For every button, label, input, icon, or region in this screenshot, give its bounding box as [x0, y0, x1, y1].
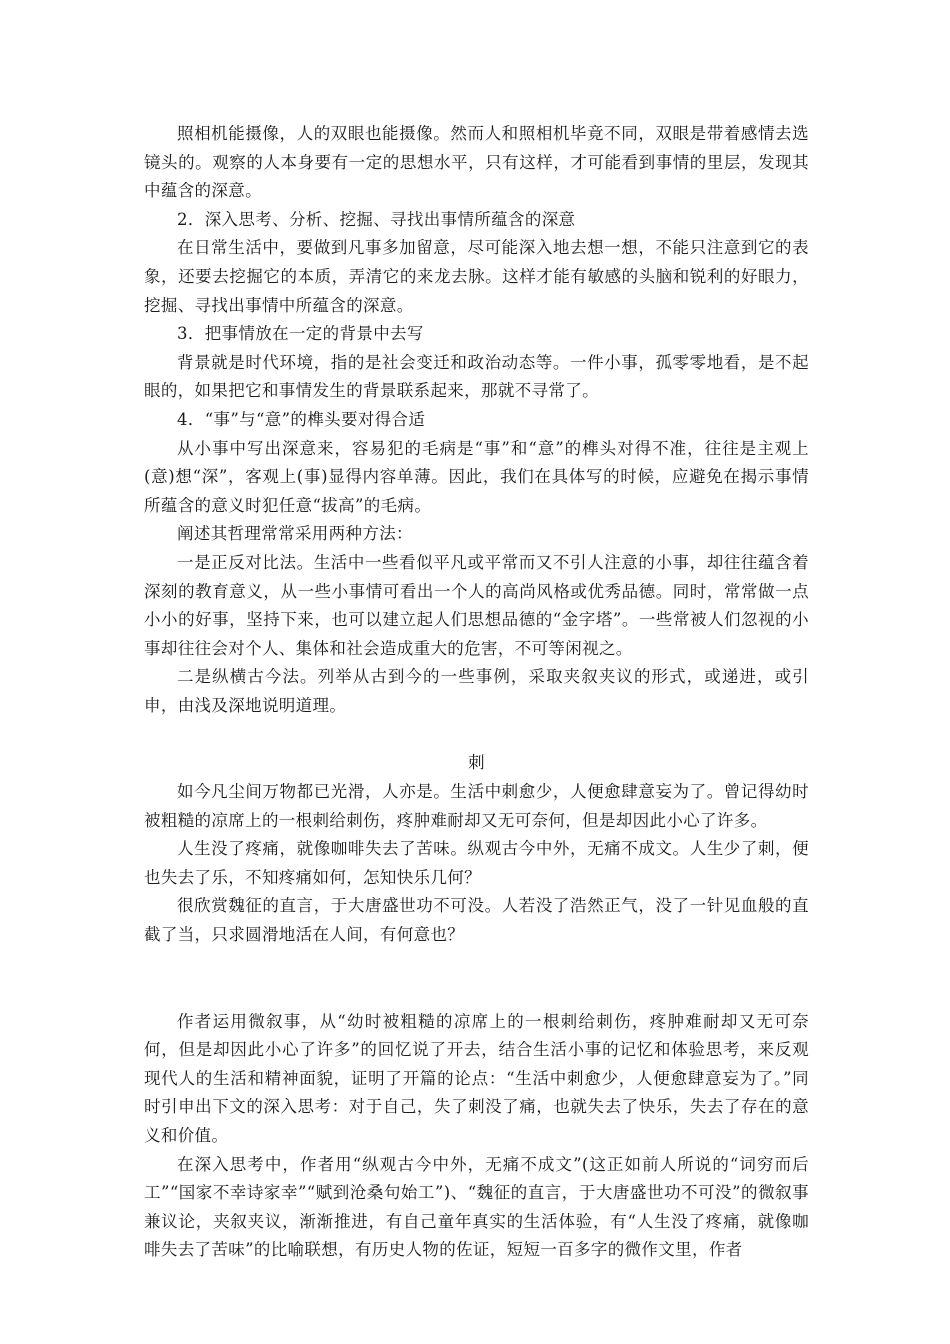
essay-paragraph-1: 如今凡尘间万物都已光滑，人亦是。生活中刺愈少，人便愈肆意妄为了。曾记得幼时被粗糙的凉席上的一根刺给刺伤，疼肿难耐却又无可奈何，但是却因此小心了许多。	[144, 782, 809, 830]
essay-paragraph-3: 很欣赏魏征的直言，于大唐盛世功不可没。人若没了浩然正气，没了一针见血般的直截了当，只求圆滑地活在人间，有何意也？	[144, 896, 809, 945]
commentary-paragraph-1: 作者运用微叙事，从“幼时被粗糙的凉席上的一根刺给刺伤，疼肿难耐却又无可奈何，但是却因此小心了许多”的回忆说了开去，结合生活小事的记忆和体验思考，来反观现代人的生活和精神面貌，证明了开篇的论点：“生活中刺愈少，人便愈肆意妄为了。”同时引申出下文的深入思考：对于自己，失了刺没了痛，也就失去了快乐，失去了存在的意义和价值。	[144, 1011, 809, 1145]
method-paragraph-1: 照相机能摄像，人的双眼也能摄像。然而人和照相机毕竟不同，双眼是带着感情去选镜头的。观察的人本身要有一定的思想水平，只有这样，才可能看到事情的里层，发现其中蕴含的深意。	[144, 124, 809, 201]
method-heading-2: 2．深入思考、分析、挖掘、寻找出事情所蕴含的深意	[177, 209, 576, 229]
method-paragraph-2: 在日常生活中，要做到凡事多加留意，尽可能深入地去想一想，不能只注意到它的表象，还要去挖掘它的本质，弄清它的来龙去脉。这样才能有敏感的头脑和锐利的好眼力，挖掘、寻找出事情中所蕴含的深意。	[144, 238, 809, 315]
method-paragraph-5: 阐述其哲理常常采用两种方法：	[177, 524, 413, 544]
method-heading-4: 4．“事”与“意”的榫头要对得合适	[177, 409, 426, 429]
commentary-paragraph-2: 在深入思考中，作者用“纵观古今中外，无痛不成文”(这正如前人所说的“词穷而后工”“国家不幸诗家幸”“赋到沧桑句始工”)、“魏征的直言，于大唐盛世功不可没”的微叙事兼议论，夹叙夹议，渐渐推进，有自己童年真实的生活体验，有“人生没了疼痛，就像咖啡失去了苦味”的比喻联想，有历史人物的佐证，短短一百多字的微作文里，作者	[144, 1154, 809, 1260]
method-paragraph-4: 从小事中写出深意来，容易犯的毛病是“事”和“意”的榫头对得不准，往往是主观上(意)想“深”，客观上(事)显得内容单薄。因此，我们在具体写的时候，应避免在揭示事情所蕴含的意义时犯任意“拔高”的毛病。	[144, 438, 809, 515]
document-page	[144, 120, 809, 1265]
method-paragraph-7: 二是纵横古今法。列举从古到今的一些事例，采取夹叙夹议的形式，或递进，或引申，由浅及深地说明道理。	[144, 667, 809, 715]
method-paragraph-6: 一是正反对比法。生活中一些看似平凡或平常而又不引人注意的小事，却往往蕴含着深刻的教育意义，从一些小事情可看出一个人的高尚风格或优秀品德。同时，常常做一点小小的好事，坚持下来，也可以建立起人们思想品德的“金字塔”。一些常被人们忽视的小事却往往会对个人、集体和社会造成重大的危害，不可等闲视之。	[144, 552, 809, 658]
essay-paragraph-2: 人生没了疼痛，就像咖啡失去了苦味。纵观古今中外，无痛不成文。人生少了刺，便也失去了乐，不知疼痛如何，怎知快乐几何？	[144, 839, 809, 887]
method-heading-3: 3．把事情放在一定的背景中去写	[177, 324, 424, 344]
essay-title: 刺	[468, 753, 485, 773]
method-paragraph-3: 背景就是时代环境，指的是社会变迁和政治动态等。一件小事，孤零零地看，是不起眼的，如果把它和事情发生的背景联系起来，那就不寻常了。	[144, 352, 809, 401]
